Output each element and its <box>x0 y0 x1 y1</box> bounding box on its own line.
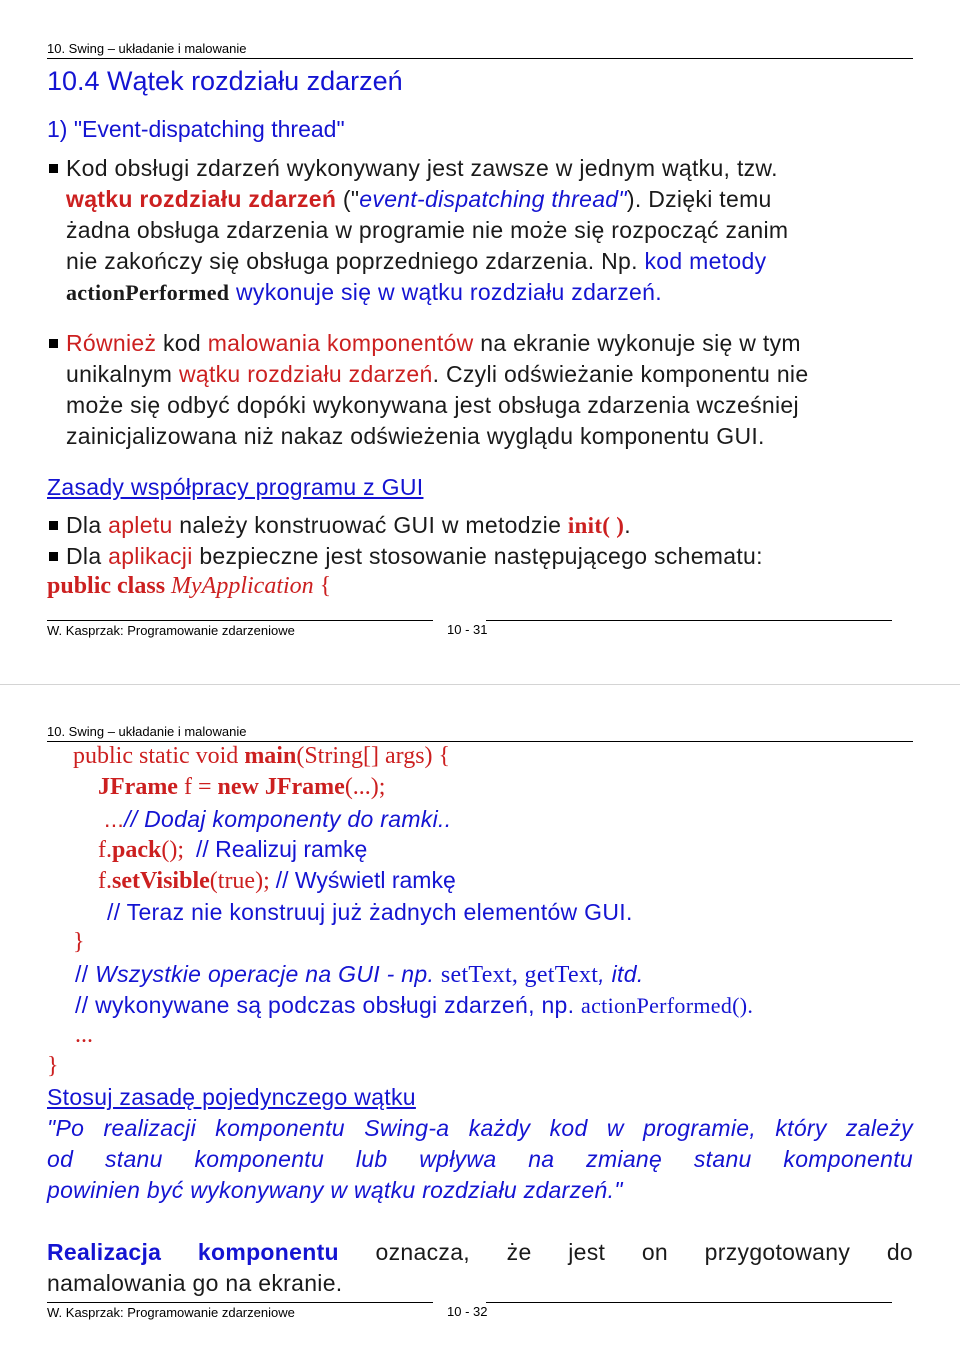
text: main <box>244 743 297 769</box>
code-add-components <box>104 806 451 833</box>
bullet1-line2 <box>66 186 772 213</box>
code-close-brace: } <box>73 929 85 955</box>
bullet-square-icon <box>49 521 58 530</box>
page-separator <box>0 684 960 685</box>
page-header: 10. Swing – układanie i malowanie <box>47 41 247 56</box>
header-rule <box>47 58 913 59</box>
text: apletu <box>108 512 173 538</box>
text: actionPerformed(). <box>581 993 754 1018</box>
text: wykonuje się w wątku rozdziału zdarzeń. <box>229 279 662 305</box>
text: setText, getText <box>440 962 599 988</box>
text: f. <box>98 837 112 863</box>
text: na ekranie wykonuje się w tym <box>473 330 801 356</box>
text: init( ) <box>567 513 625 538</box>
text: Dla <box>66 512 109 538</box>
page-header: 10. Swing – układanie i malowanie <box>47 724 247 739</box>
text: (true); <box>209 868 276 894</box>
quote-line2: od stanu komponentu lub wpływa na zmianę stanu komponentu <box>47 1146 913 1172</box>
text: malowania komponentów <box>207 330 474 356</box>
bullet3-line <box>66 512 631 539</box>
code-comment-performed <box>75 992 753 1019</box>
single-thread-heading: Stosuj zasadę pojedynczego wątku <box>47 1084 416 1110</box>
code-final-brace: } <box>47 1053 59 1079</box>
quote-line1: "Po realizacji komponentu Swing-a każdy kod w programie, który zależy <box>47 1115 913 1141</box>
text: { <box>313 573 332 599</box>
bullet2-line1 <box>66 330 801 357</box>
text: Realizacja komponentu <box>47 1239 339 1265</box>
text: nie zakończy się obsługa poprzedniego zdarzenia. Np. <box>66 248 638 274</box>
footer-rule-left <box>47 620 433 621</box>
text: (); <box>161 837 197 863</box>
text: // wykonywane są podczas obsługi zdarzeń, np. <box>75 992 582 1018</box>
text: ). Dzięki temu <box>626 186 772 212</box>
term-edt: wątku rozdziału zdarzeń <box>66 186 337 212</box>
text: . Czyli odświeżanie komponentu nie <box>432 361 809 387</box>
text: // Wyświetl ramkę <box>275 867 456 893</box>
text: należy konstruować GUI w metodzie <box>172 512 568 538</box>
code-setvisible-line <box>98 867 456 895</box>
code-jframe-line <box>98 774 385 801</box>
text: public static void <box>73 743 245 769</box>
text: Również <box>66 330 157 356</box>
code-comment-gui-ops <box>75 961 644 989</box>
text: (...); <box>344 774 386 800</box>
text: , <box>598 961 612 987</box>
code-ellipsis: ... <box>75 1022 93 1048</box>
text: // Dodaj komponenty do ramki.. <box>124 806 452 832</box>
text: itd. <box>611 961 644 987</box>
section-heading: 1) "Event-dispatching thread" <box>47 116 345 142</box>
code-main-decl <box>73 743 450 770</box>
term-event-dispatching: event-dispatching thread" <box>359 186 627 212</box>
text: ... <box>104 806 125 832</box>
method-name: actionPerformed <box>66 280 230 305</box>
text: (" <box>336 186 360 212</box>
text: aplikacji <box>108 543 193 569</box>
quote-line3: powinien być wykonywany w wątku rozdziału zdarzeń." <box>47 1177 623 1203</box>
text: f. <box>98 868 112 894</box>
text: oznacza, że jest on przygotowany do <box>338 1239 914 1265</box>
footer-page-number: 10 - 31 <box>447 622 488 637</box>
text: bezpieczne jest stosowanie następującego schematu: <box>192 543 763 569</box>
text: kod <box>156 330 208 356</box>
bullet1-line3: żadna obsługa zdarzenia w programie nie może się rozpocząć zanim <box>66 217 789 243</box>
bullet-square-icon <box>49 339 58 348</box>
text: wątku rozdziału zdarzeń <box>178 361 433 387</box>
bullet2-line2 <box>66 361 808 388</box>
bullet1-line4 <box>66 248 766 275</box>
rules-heading: Zasady współpracy programu z GUI <box>47 474 424 500</box>
text: new <box>217 774 259 800</box>
bullet4-line <box>66 543 763 570</box>
footer-rule-right <box>486 620 892 621</box>
bullet-square-icon <box>49 552 58 561</box>
text: Dla <box>66 543 109 569</box>
bullet-square-icon <box>49 164 58 173</box>
text: pack <box>112 837 162 863</box>
text: MyApplication <box>171 573 314 599</box>
text: // Realizuj ramkę <box>196 836 368 862</box>
text: . <box>624 512 631 538</box>
text: JFrame <box>264 774 345 800</box>
text: Wszystkie operacje na GUI - np. <box>95 961 441 987</box>
text: kod metody <box>637 248 767 274</box>
text: setVisible <box>112 868 210 894</box>
footer-author: W. Kasprzak: Programowanie zdarzeniowe <box>47 623 295 638</box>
bullet2-line3: może się odbyć dopóki wykonywana jest obsługa zdarzenia wcześniej <box>66 392 799 418</box>
footer-rule-right <box>486 1302 892 1303</box>
slide-title: 10.4 Wątek rozdziału zdarzeń <box>47 66 403 96</box>
text: f = <box>177 774 218 800</box>
realization-line2: namalowania go na ekranie. <box>47 1270 343 1296</box>
bullet1-line1: Kod obsługi zdarzeń wykonywany jest zawsze w jednym wątku, tzw. <box>66 155 778 181</box>
bullet1-line5 <box>66 279 662 306</box>
footer-rule-left <box>47 1302 433 1303</box>
bullet2-line4: zainicjalizowana niż nakaz odświeżenia wyglądu komponentu GUI. <box>66 423 765 449</box>
footer-author: W. Kasprzak: Programowanie zdarzeniowe <box>47 1305 295 1320</box>
footer-page-number: 10 - 32 <box>447 1304 488 1319</box>
code-pack-line <box>98 836 367 864</box>
header-rule <box>47 741 913 742</box>
text: (String[] args) { <box>296 743 451 769</box>
code-class-decl <box>47 573 331 600</box>
text: public class <box>47 573 172 599</box>
code-comment-no-gui: // Teraz nie konstruuj już żadnych elementów GUI. <box>107 899 633 925</box>
text: // <box>75 961 96 987</box>
text: JFrame <box>98 774 178 800</box>
text: unikalnym <box>66 361 179 387</box>
realization-line1 <box>47 1239 913 1266</box>
